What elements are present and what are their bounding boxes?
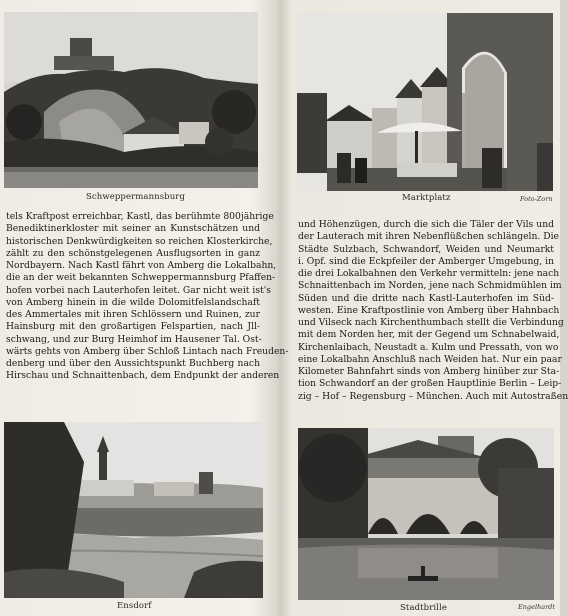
caption-stadtbrille: Stadtbrille bbox=[400, 603, 447, 613]
text-line: zig – Hof – Regensburg – München. Auch mit Autostraßen bbox=[298, 390, 568, 402]
text-line: die drei Lokalbahnen den Verkehr vermitteln: jene nach bbox=[298, 268, 560, 279]
text-line: i. Opf. sind die Eckpfeiler der Amberger Umgebung, in bbox=[298, 255, 554, 267]
credit-marktplatz: Foto-Zorn bbox=[520, 195, 553, 203]
text-line: Schnaittenbach im Norden, jene nach Schmidmühlen im bbox=[298, 280, 562, 292]
text-line: Kirchenlaibach, Neustadt a. Kulm und Pressath, von wo bbox=[298, 341, 559, 353]
text-line: und Höhenzügen, durch die sich die Täler der Vils und bbox=[298, 219, 554, 230]
text-line: westen. Eine Kraftpostlinie von Amberg über Hahnbach bbox=[298, 304, 560, 316]
text-line: Hainsburg mit den großartigen Felspartien, nach Jll- bbox=[6, 321, 260, 333]
text-line: historischen Denkwürdigkeiten so reichen Klosterkirche, bbox=[6, 235, 273, 247]
text-line: des Ammertales mit ihren Schlössern und Ruinen, zur bbox=[6, 309, 260, 320]
text-line: tion Schwandorf an der großen Hauptlinie Berlin – Leip- bbox=[298, 378, 562, 390]
text-line: denberg und über den Aussichtspunkt Buchberg nach bbox=[6, 358, 260, 369]
text-line: mit dem Norden her, mit der Gegend um Schnabelwaid, bbox=[298, 329, 560, 341]
credit-stadtbrille: Engelhardt bbox=[518, 603, 555, 611]
text-line: tels Kraftpost erreichbar, Kastl, das berühmte 800jährige bbox=[6, 211, 274, 222]
text-line: Städte Sulzbach, Schwandorf, Weiden und Neumarkt bbox=[298, 243, 554, 255]
caption-schweppermannsburg: Schweppermannsburg bbox=[86, 192, 185, 202]
text-line: hofen vorbei nach Lauterhofen leitet. Gar nicht weit ist's bbox=[6, 284, 272, 296]
text-line: Kilometer Bahnfahrt sinds von Amberg hinüber zur Sta- bbox=[298, 366, 560, 377]
photo-ensdorf bbox=[4, 422, 263, 598]
photo-marktplatz bbox=[297, 13, 553, 191]
text-line: Süden und die dritte nach Kastl-Lauterhofen im Süd- bbox=[298, 292, 554, 304]
text-line: zählt zu den schönstgelegenen Ausflugsorten in ganz bbox=[6, 247, 260, 259]
text-line: wärts gehts von Amberg über Schloß Lintach nach Freuden- bbox=[6, 345, 289, 357]
text-line: der Lauterach mit ihren Nebenflüßchen schlängeln. Die bbox=[298, 231, 559, 243]
right-text-column bbox=[298, 219, 568, 403]
caption-marktplatz: Marktplatz bbox=[402, 193, 451, 203]
text-line: eine Lokalbahn Anschluß nach Weiden hat. Nur ein paar bbox=[298, 353, 562, 365]
photo-schweppermannsburg bbox=[4, 12, 258, 188]
photo-stadtbrille bbox=[298, 428, 554, 600]
left-text-column bbox=[6, 211, 289, 383]
text-line: schwang, und zur Burg Heimhof im Hausener Tal. Ost- bbox=[6, 333, 262, 345]
caption-ensdorf: Ensdorf bbox=[117, 601, 152, 611]
text-line: Benediktinerkloster mit seiner an Kunstschätzen und bbox=[6, 223, 260, 235]
text-line: die an der weit bekannten Schweppermannsburg Pfaffen- bbox=[6, 272, 276, 284]
text-line: Hirschau und Schnaittenbach, dem Endpunkt der anderen bbox=[6, 370, 280, 382]
text-line: Nordbayern. Nach Kastl fährt von Amberg die Lokalbahn, bbox=[6, 260, 277, 271]
text-line: und Vilseck nach Kirchenthumbach stellt die Verbindung bbox=[298, 317, 564, 328]
text-line: von Amberg hinein in die wilde Dolomitfelslandschaft bbox=[6, 296, 260, 308]
